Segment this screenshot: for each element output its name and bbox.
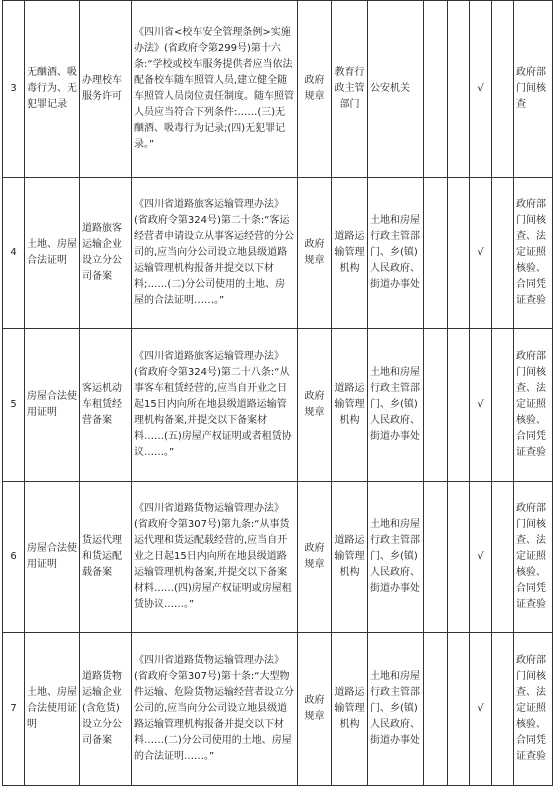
empty-cell xyxy=(424,1,448,178)
empty-cell xyxy=(448,633,470,786)
table-row xyxy=(3,482,553,633)
row-number: 7 xyxy=(3,633,25,786)
verification-method: 政府部门间核查、法定证照核验、合同凭证查验 xyxy=(514,178,553,329)
check-mark: √ xyxy=(470,329,492,482)
empty-cell xyxy=(448,329,470,482)
empty-cell xyxy=(492,329,514,482)
certificate-name: 房屋合法使用证明 xyxy=(25,329,80,482)
certificate-name: 土地、房屋合法使用证明 xyxy=(25,633,80,786)
issuing-authority: 土地和房屋行政主管部门、乡(镇)人民政府、街道办事处 xyxy=(368,633,424,786)
empty-cell xyxy=(424,178,448,329)
check-mark: √ xyxy=(470,1,492,178)
responsible-department: 道路运输管理机构 xyxy=(332,178,368,329)
check-mark: √ xyxy=(470,633,492,786)
service-item: 道路货物运输企业(含危货)设立分公司备案 xyxy=(80,633,132,786)
basis-type: 政府规章 xyxy=(298,329,332,482)
empty-cell xyxy=(424,482,448,633)
row-number: 4 xyxy=(3,178,25,329)
service-item: 办理校车服务许可 xyxy=(80,1,132,178)
check-mark: √ xyxy=(470,178,492,329)
legal-basis: 《四川省道路货物运输管理办法》(省政府令第307号)第十条:“大型物件运输、危险货物运输经营者设立分公司的,应当向分公司设立地县级道路运输管理机构报备并提交以下材料……(二)分公司使用的土地、房屋的合法证明……。” xyxy=(132,633,298,786)
row-number: 5 xyxy=(3,329,25,482)
certificate-name: 无酗酒、吸毒行为、无犯罪记录 xyxy=(25,1,80,178)
issuing-authority: 公安机关 xyxy=(368,1,424,178)
check-mark: √ xyxy=(470,482,492,633)
basis-type: 政府规章 xyxy=(298,178,332,329)
verification-method: 政府部门间核查、法定证照核验、合同凭证查验 xyxy=(514,482,553,633)
service-item: 道路旅客运输企业设立分公司备案 xyxy=(80,178,132,329)
basis-type: 政府规章 xyxy=(298,1,332,178)
issuing-authority: 土地和房屋行政主管部门、乡(镇)人民政府、街道办事处 xyxy=(368,329,424,482)
responsible-department: 教育行政主管部门 xyxy=(332,1,368,178)
legal-basis: 《四川省道路旅客运输管理办法》(省政府令第324号)第二十条:“客运经营者申请设立从事客运经营的分公司的,应当向分公司设立地县级道路运输管理机构报备并提交以下材料;……(二)分公司使用的土地、房屋的合法证明……。” xyxy=(132,178,298,329)
verification-method: 政府部门间核查 xyxy=(514,1,553,178)
responsible-department: 道路运输管理机构 xyxy=(332,633,368,786)
empty-cell xyxy=(448,178,470,329)
service-item: 货运代理和货运配载备案 xyxy=(80,482,132,633)
empty-cell xyxy=(448,482,470,633)
service-item: 客运机动车租赁经营备案 xyxy=(80,329,132,482)
empty-cell xyxy=(492,482,514,633)
empty-cell xyxy=(448,1,470,178)
table-row xyxy=(3,178,553,329)
responsible-department: 道路运输管理机构 xyxy=(332,329,368,482)
issuing-authority: 土地和房屋行政主管部门、乡(镇)人民政府、街道办事处 xyxy=(368,482,424,633)
certificate-name: 土地、房屋合法证明 xyxy=(25,178,80,329)
empty-cell xyxy=(492,633,514,786)
row-number: 6 xyxy=(3,482,25,633)
empty-cell xyxy=(492,178,514,329)
table-row xyxy=(3,633,553,786)
legal-basis: 《四川省道路货物运输管理办法》(省政府令第307号)第九条:“从事货运代理和货运配载经营的,应当自开业之日起15日内向所在地县级道路运输管理机构备案,并提交以下备案材料……(四)房屋产权证明或房屋租赁协议……。” xyxy=(132,482,298,633)
legal-basis: 《四川省<校车安全管理条例>实施办法》(省政府令第299号)第十六条:“学校或校车服务提供者应当依法配备校车随车照管人员,建立健全随车照管人员岗位责任制度。随车照管人员应当符合下列条件:……(三)无酗酒、吸毒行为记录;(四)无犯罪记录。” xyxy=(132,1,298,178)
empty-cell xyxy=(492,1,514,178)
empty-cell xyxy=(424,329,448,482)
certificate-name: 房屋合法使用证明 xyxy=(25,482,80,633)
row-number: 3 xyxy=(3,1,25,178)
legal-basis: 《四川省道路旅客运输管理办法》(省政府令第324号)第二十八条:“从事客车租赁经营的,应当自开业之日起15日内向所在地县级道路运输管理机构备案,并提交以下备案材料……(五)房屋产权证明或者租赁协议……。” xyxy=(132,329,298,482)
empty-cell xyxy=(424,633,448,786)
verification-method: 政府部门间核查、法定证照核验、合同凭证查验 xyxy=(514,329,553,482)
certificate-list-table xyxy=(2,0,553,786)
basis-type: 政府规章 xyxy=(298,633,332,786)
table-row xyxy=(3,1,553,178)
responsible-department: 道路运输管理机构 xyxy=(332,482,368,633)
issuing-authority: 土地和房屋行政主管部门、乡(镇)人民政府、街道办事处 xyxy=(368,178,424,329)
verification-method: 政府部门间核查、法定证照核验、合同凭证查验 xyxy=(514,633,553,786)
table-row xyxy=(3,329,553,482)
basis-type: 政府规章 xyxy=(298,482,332,633)
